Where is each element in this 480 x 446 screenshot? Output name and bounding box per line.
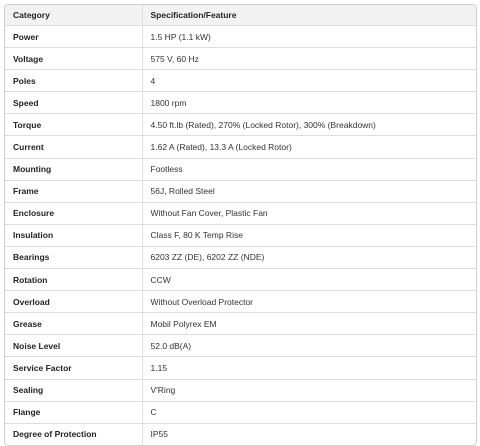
table-row	[5, 357, 476, 379]
table-row	[5, 26, 476, 48]
table-row	[5, 158, 476, 180]
table-row	[5, 70, 476, 92]
spec-table-container	[4, 4, 477, 446]
row-specification: 1.62 A (Rated), 13.3 A (Locked Rotor)	[142, 136, 476, 158]
row-specification: 6203 ZZ (DE), 6202 ZZ (NDE)	[142, 246, 476, 268]
row-category: Voltage	[5, 48, 142, 70]
header-category: Category	[5, 5, 142, 26]
row-category: Overload	[5, 291, 142, 313]
row-specification: 575 V, 60 Hz	[142, 48, 476, 70]
row-specification: 4	[142, 70, 476, 92]
row-category: Current	[5, 136, 142, 158]
table-row	[5, 379, 476, 401]
row-category: Bearings	[5, 246, 142, 268]
row-category: Grease	[5, 313, 142, 335]
row-specification: 52.0 dB(A)	[142, 335, 476, 357]
table-row	[5, 114, 476, 136]
row-category: Insulation	[5, 224, 142, 246]
row-category: Enclosure	[5, 202, 142, 224]
row-specification: 1.15	[142, 357, 476, 379]
table-row	[5, 136, 476, 158]
row-specification: CCW	[142, 269, 476, 291]
row-specification: Without Fan Cover, Plastic Fan	[142, 202, 476, 224]
row-category: Service Factor	[5, 357, 142, 379]
row-category: Speed	[5, 92, 142, 114]
table-row	[5, 92, 476, 114]
table-row	[5, 224, 476, 246]
row-category: Frame	[5, 180, 142, 202]
table-row	[5, 291, 476, 313]
row-category: Noise Level	[5, 335, 142, 357]
row-specification: C	[142, 401, 476, 423]
header-row	[5, 5, 476, 26]
spec-table	[5, 5, 476, 445]
table-body	[5, 26, 476, 445]
row-specification: Class F, 80 K Temp Rise	[142, 224, 476, 246]
table-header	[5, 5, 476, 26]
row-specification: Without Overload Protector	[142, 291, 476, 313]
row-category: Mounting	[5, 158, 142, 180]
row-category: Degree of Protection	[13, 429, 97, 440]
row-category: Poles	[5, 70, 142, 92]
row-category: Torque	[5, 114, 142, 136]
row-category: Sealing	[5, 379, 142, 401]
table-row	[5, 423, 476, 445]
row-category: Rotation	[5, 269, 142, 291]
table-row	[5, 180, 476, 202]
row-specification: IP55	[142, 423, 476, 445]
row-specification: 56J, Rolled Steel	[142, 180, 476, 202]
table-row	[5, 313, 476, 335]
row-specification: 1.5 HP (1.1 kW)	[142, 26, 476, 48]
row-specification: 1800 rpm	[142, 92, 476, 114]
row-specification: V'Ring	[142, 379, 476, 401]
table-row	[5, 335, 476, 357]
table-row	[5, 246, 476, 268]
table-row	[5, 48, 476, 70]
row-specification: Footless	[142, 158, 476, 180]
header-specification: Specification/Feature	[142, 5, 476, 26]
table-row	[5, 269, 476, 291]
table-row	[5, 202, 476, 224]
table-row	[5, 401, 476, 423]
row-specification: 4.50 ft.lb (Rated), 270% (Locked Rotor), 300% (Breakdown)	[142, 114, 476, 136]
row-category: Power	[5, 26, 142, 48]
row-category: Flange	[5, 401, 142, 423]
row-specification: Mobil Polyrex EM	[142, 313, 476, 335]
